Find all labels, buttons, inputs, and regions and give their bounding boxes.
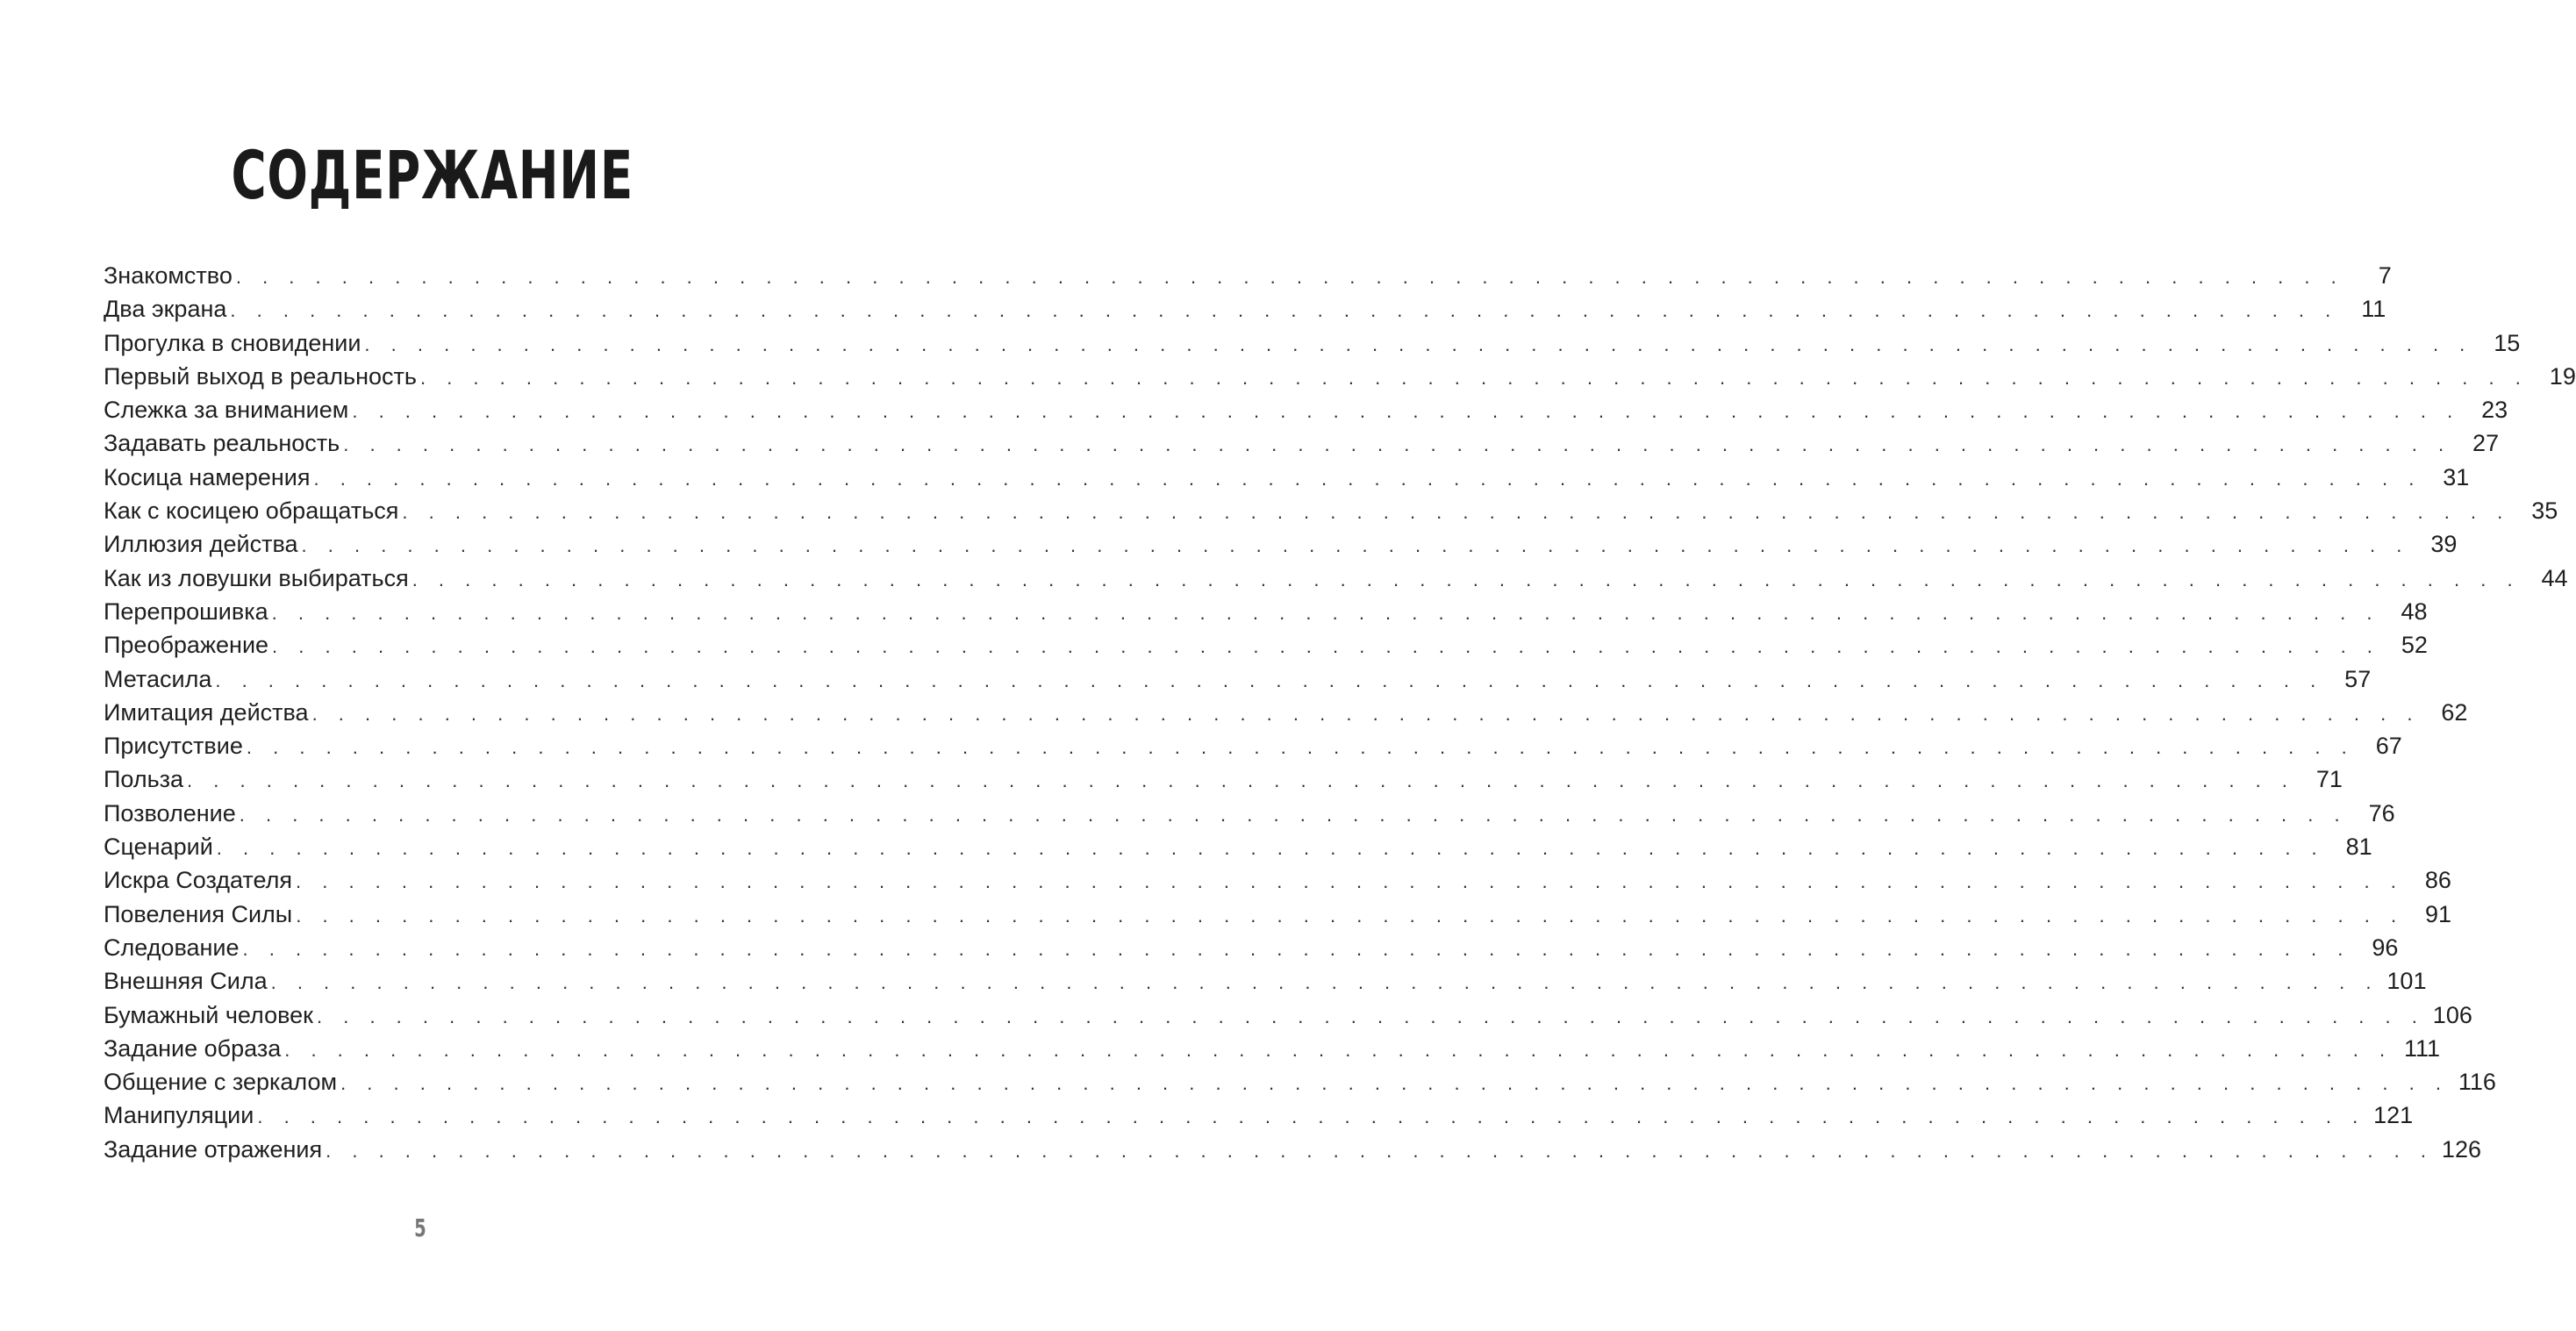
toc-entry-page: 106	[2432, 1001, 2472, 1028]
dot-leader: . . . . . . . . . . . . . . . . . . . . . . . . . . . . . . . . . . . . . . . . . . . . . . . . . . . . . . . . . . . . . . . . . . . . . . . . . . . . . . . .	[301, 534, 2410, 557]
toc-entry[interactable]	[104, 1032, 2441, 1065]
dot-leader: . . . . . . . . . . . . . . . . . . . . . . . . . . . . . . . . . . . . . . . . . . . . . . . . . . . . . . . . . . . . . . . . . . . . . . . . . . . . . . . .	[235, 266, 2344, 288]
toc-entry[interactable]	[104, 494, 2558, 527]
toc-entry-page: 48	[2401, 598, 2428, 625]
toc-entry-title: Задание отражения	[104, 1135, 323, 1163]
dot-leader: . . . . . . . . . . . . . . . . . . . . . . . . . . . . . . . . . . . . . . . . . . . . . . . . . . . . . . . . . . . . . . . . . . . . . . . . . . . . . . . .	[326, 1139, 2434, 1162]
toc-entry-title: Позволение	[104, 799, 236, 827]
dot-leader: . . . . . . . . . . . . . . . . . . . . . . . . . . . . . . . . . . . . . . . . . . . . . . . . . . . . . . . . . . . . . . . . . . . . . . . . . . . . . . . .	[317, 1005, 2425, 1027]
dot-leader: . . . . . . . . . . . . . . . . . . . . . . . . . . . . . . . . . . . . . . . . . . . . . . . . . . . . . . . . . . . . . . . . . . . . . . . . . . . . . . . .	[352, 400, 2461, 423]
toc-entry[interactable]	[104, 393, 2508, 426]
toc-entry[interactable]	[104, 426, 2500, 460]
toc-entry[interactable]	[104, 527, 2458, 561]
dot-leader: . . . . . . . . . . . . . . . . . . . . . . . . . . . . . . . . . . . . . . . . . . . . . . . . . . . . . . . . . . . . . . . . . . . . . . . . . . . . . . . .	[271, 601, 2380, 624]
toc-entry[interactable]	[104, 461, 2470, 494]
dot-leader: . . . . . . . . . . . . . . . . . . . . . . . . . . . . . . . . . . . . . . . . . . . . . . . . . . . . . . . . . . . . . . . . . . . . . . . . . . . . . . . .	[257, 1106, 2366, 1128]
dot-leader: . . . . . . . . . . . . . . . . . . . . . . . . . . . . . . . . . . . . . . . . . . . . . . . . . . . . . . . . . . . . . . . . . . . . . . . . . . . . . . . .	[296, 870, 2404, 893]
toc-entry-page: 31	[2443, 463, 2470, 490]
toc-entry-page: 62	[2441, 698, 2468, 726]
dot-leader: . . . . . . . . . . . . . . . . . . . . . . . . . . . . . . . . . . . . . . . . . . . . . . . . . . . . . . . . . . . . . . . . . . . . . . . . . . . . . . . .	[187, 769, 2295, 792]
page-number: 5	[414, 1213, 426, 1242]
toc-entry-title: Преображение	[104, 632, 269, 659]
toc-entry[interactable]	[104, 762, 2343, 796]
toc-entry-page: 111	[2404, 1034, 2441, 1062]
toc-entry[interactable]	[104, 1098, 2414, 1132]
toc-entry-title: Два экрана	[104, 296, 227, 323]
toc-entry-title: Сценарий	[104, 834, 213, 861]
page-title: СОДЕРЖАНИЕ	[231, 136, 633, 214]
dot-leader: . . . . . . . . . . . . . . . . . . . . . . . . . . . . . . . . . . . . . . . . . . . . . . . . . . . . . . . . . . . . . . . . . . . . . . . . . . . . . . . .	[343, 433, 2452, 456]
toc-entry-page: 81	[2345, 834, 2372, 861]
toc-entry[interactable]	[104, 931, 2399, 964]
toc-entry-title: Задавать реальность	[104, 430, 340, 457]
toc-entry[interactable]	[104, 898, 2452, 931]
dot-leader: . . . . . . . . . . . . . . . . . . . . . . . . . . . . . . . . . . . . . . . . . . . . . . . . . . . . . . . . . . . . . . . . . . . . . . . . . . . . . . . .	[239, 803, 2348, 826]
toc-entry-title: Как из ловушки выбираться	[104, 564, 409, 591]
toc-entry-page: 67	[2375, 733, 2402, 760]
toc-entry[interactable]	[104, 998, 2472, 1032]
toc-entry-page: 35	[2531, 497, 2558, 525]
toc-entry[interactable]	[104, 292, 2386, 326]
dot-leader: . . . . . . . . . . . . . . . . . . . . . . . . . . . . . . . . . . . . . . . . . . . . . . . . . . . . . . . . . . . . . . . . . . . . . . . . . . . . . . . .	[246, 736, 2355, 759]
toc-entry[interactable]	[104, 662, 2372, 696]
toc-entry-title: Первый выход в реальность	[104, 362, 417, 390]
toc-entry-title: Манипуляции	[104, 1102, 254, 1129]
toc-entry[interactable]	[104, 830, 2372, 863]
dot-leader: . . . . . . . . . . . . . . . . . . . . . . . . . . . . . . . . . . . . . . . . . . . . . . . . . . . . . . . . . . . . . . . . . . . . . . . . . . . . . . . .	[296, 904, 2405, 927]
dot-leader: . . . . . . . . . . . . . . . . . . . . . . . . . . . . . . . . . . . . . . . . . . . . . . . . . . . . . . . . . . . . . . . . . . . . . . . . . . . . . . . .	[230, 299, 2339, 322]
dot-leader: . . . . . . . . . . . . . . . . . . . . . . . . . . . . . . . . . . . . . . . . . . . . . . . . . . . . . . . . . . . . . . . . . . . . . . . . . . . . . . . .	[215, 669, 2324, 691]
toc-entry[interactable]	[104, 326, 2521, 360]
toc-entry-page: 23	[2481, 397, 2508, 424]
toc-entry-title: Польза	[104, 766, 184, 793]
toc-entry[interactable]	[104, 1065, 2496, 1098]
toc-entry[interactable]	[104, 628, 2428, 662]
toc-entry[interactable]	[104, 1133, 2481, 1166]
toc-entry-title: Повеления Силы	[104, 900, 293, 927]
toc-entry-title: Присутствие	[104, 733, 243, 760]
dot-leader: . . . . . . . . . . . . . . . . . . . . . . . . . . . . . . . . . . . . . . . . . . . . . . . . . . . . . . . . . . . . . . . . . . . . . . . . . . . . . . . .	[284, 1038, 2394, 1061]
toc-entry[interactable]	[104, 360, 2576, 393]
dot-leader: . . . . . . . . . . . . . . . . . . . . . . . . . . . . . . . . . . . . . . . . . . . . . . . . . . . . . . . . . . . . . . . . . . . . . . . . . . . . . . . .	[270, 971, 2379, 994]
toc-entry-page: 91	[2425, 900, 2452, 927]
toc-entry-page: 39	[2430, 531, 2458, 558]
toc-entry[interactable]	[104, 562, 2568, 595]
toc-entry[interactable]	[104, 797, 2395, 830]
toc-entry-page: 7	[2378, 262, 2392, 289]
toc-entry-title: Как с косицею обращаться	[104, 497, 399, 525]
dot-leader: . . . . . . . . . . . . . . . . . . . . . . . . . . . . . . . . . . . . . . . . . . . . . . . . . . . . . . . . . . . . . . . . . . . . . . . . . . . . . . . .	[411, 568, 2521, 590]
toc-entry-page: 86	[2424, 867, 2451, 894]
toc-entry-page: 126	[2441, 1135, 2481, 1163]
toc-entry[interactable]	[104, 863, 2451, 897]
toc-entry-page: 27	[2472, 430, 2500, 457]
dot-leader: . . . . . . . . . . . . . . . . . . . . . . . . . . . . . . . . . . . . . . . . . . . . . . . . . . . . . . . . . . . . . . . . . . . . . . . . . . . . . . . .	[364, 333, 2473, 355]
toc-entry-page: 57	[2344, 665, 2372, 692]
dot-leader: . . . . . . . . . . . . . . . . . . . . . . . . . . . . . . . . . . . . . . . . . . . . . . . . . . . . . . . . . . . . . . . . . . . . . . . . . . . . . . . .	[216, 837, 2325, 860]
toc-entry-page: 71	[2315, 766, 2343, 793]
toc-entry-page: 116	[2458, 1069, 2496, 1096]
dot-leader: . . . . . . . . . . . . . . . . . . . . . . . . . . . . . . . . . . . . . . . . . . . . . . . . . . . . . . . . . . . . . . . . . . . . . . . . . . . . . . . .	[311, 702, 2421, 725]
dot-leader: . . . . . . . . . . . . . . . . . . . . . . . . . . . . . . . . . . . . . . . . . . . . . . . . . . . . . . . . . . . . . . . . . . . . . . . . . . . . . . . .	[242, 937, 2351, 960]
toc-entry-title: Слежка за вниманием	[104, 397, 349, 424]
toc-entry-title: Имитация действа	[104, 698, 309, 726]
toc-entry-page: 101	[2386, 968, 2427, 995]
toc-entry-page: 11	[2361, 296, 2386, 323]
toc-entry-page: 15	[2494, 329, 2521, 356]
toc-entry-title: Иллюзия действа	[104, 531, 298, 558]
toc-entry-page: 76	[2368, 799, 2395, 827]
toc-entry[interactable]	[104, 595, 2428, 628]
dot-leader: . . . . . . . . . . . . . . . . . . . . . . . . . . . . . . . . . . . . . . . . . . . . . . . . . . . . . . . . . . . . . . . . . . . . . . . . . . . . . . . .	[419, 366, 2529, 389]
toc-entry-title: Искра Создателя	[104, 867, 292, 894]
toc-entry-page: 96	[2372, 934, 2399, 961]
toc-entry-title: Внешняя Сила	[104, 968, 268, 995]
table-of-contents	[104, 259, 2576, 1166]
toc-entry-title: Перепрошивка	[104, 598, 268, 625]
toc-entry-title: Бумажный человек	[104, 1001, 313, 1028]
toc-entry-title: Знакомство	[104, 262, 233, 289]
toc-entry-page: 121	[2373, 1102, 2414, 1129]
toc-entry-page: 52	[2401, 632, 2428, 659]
toc-entry-title: Метасила	[104, 665, 212, 692]
toc-entry[interactable]	[104, 964, 2427, 998]
toc-entry[interactable]	[104, 696, 2468, 729]
toc-entry-title: Задание образа	[104, 1034, 282, 1062]
toc-entry-title: Прогулка в сновидении	[104, 329, 361, 356]
toc-entry-title: Общение с зеркалом	[104, 1069, 338, 1096]
toc-entry[interactable]	[104, 729, 2402, 762]
toc-entry-title: Следование	[104, 934, 240, 961]
dot-leader: . . . . . . . . . . . . . . . . . . . . . . . . . . . . . . . . . . . . . . . . . . . . . . . . . . . . . . . . . . . . . . . . . . . . . . . . . . . . . . . .	[313, 467, 2422, 490]
toc-entry-title: Косица намерения	[104, 463, 311, 490]
dot-leader: . . . . . . . . . . . . . . . . . . . . . . . . . . . . . . . . . . . . . . . . . . . . . . . . . . . . . . . . . . . . . . . . . . . . . . . . . . . . . . . .	[272, 635, 2380, 658]
dot-leader: . . . . . . . . . . . . . . . . . . . . . . . . . . . . . . . . . . . . . . . . . . . . . . . . . . . . . . . . . . . . . . . . . . . . . . . . . . . . . . . .	[340, 1072, 2449, 1095]
toc-entry[interactable]	[104, 259, 2392, 292]
toc-entry-page: 44	[2541, 564, 2568, 591]
toc-entry-page: 19	[2549, 362, 2576, 390]
dot-leader: . . . . . . . . . . . . . . . . . . . . . . . . . . . . . . . . . . . . . . . . . . . . . . . . . . . . . . . . . . . . . . . . . . . . . . . . . . . . . . . .	[402, 501, 2511, 524]
